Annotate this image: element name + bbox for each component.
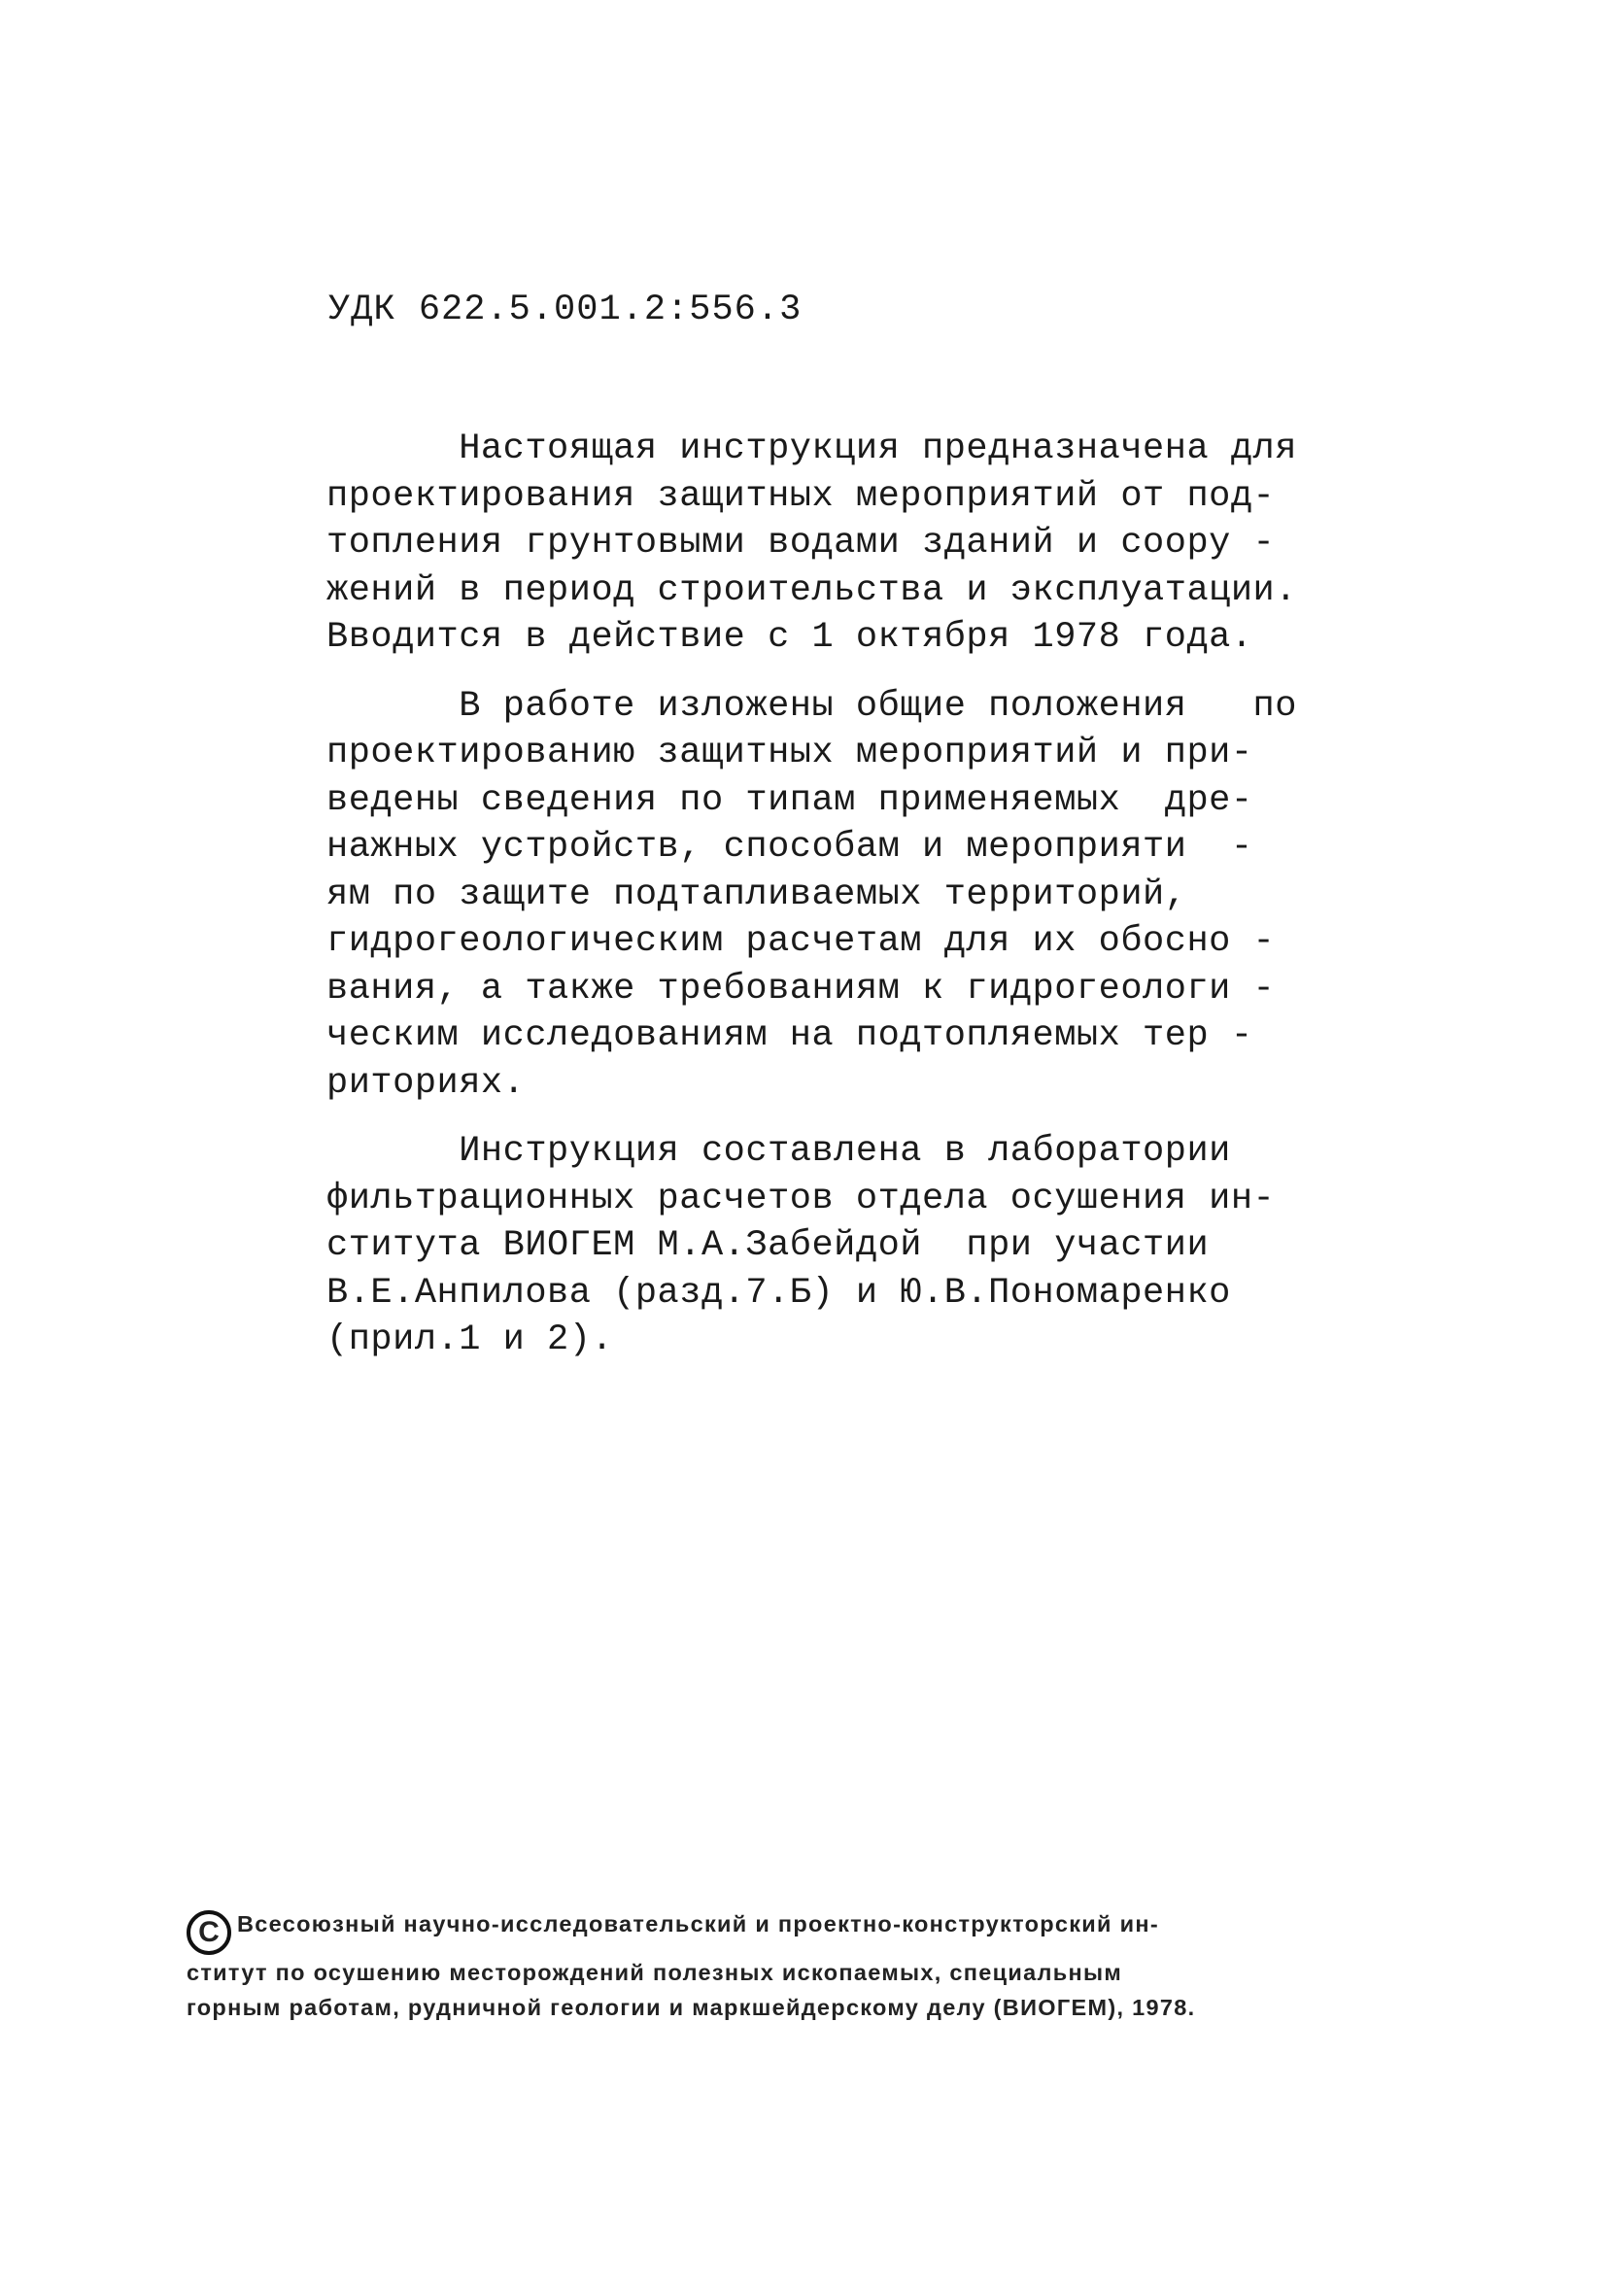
copyright-icon: C bbox=[187, 1910, 231, 1955]
text-line: жений в период строительства и эксплуатации. bbox=[326, 569, 1297, 611]
copyright-text: Всесоюзный научно-исследовательский и проектно-конструкторский ин- bbox=[237, 1911, 1159, 1936]
text-line: вания, а также требованиям к гидрогеологи - bbox=[326, 968, 1276, 1010]
text-line: В.Е.Анпилова (разд.7.Б) и Ю.В.Пономаренко bbox=[326, 1272, 1231, 1314]
copyright-notice bbox=[187, 1906, 1440, 2025]
copyright-line bbox=[187, 1906, 1440, 1955]
udk-code: УДК 622.5.001.2:556.3 bbox=[328, 290, 803, 330]
main-text bbox=[326, 426, 1337, 1386]
text-line: (прил.1 и 2). bbox=[326, 1319, 614, 1360]
text-line: фильтрационных расчетов отдела осушения ин- bbox=[326, 1178, 1276, 1219]
text-line: риториях. bbox=[326, 1062, 526, 1104]
copyright-line: ститут по осушению месторождений полезных ископаемых, специальным bbox=[187, 1960, 1123, 1985]
text-line: ститута ВИОГЕМ М.А.Забейдой при участии bbox=[326, 1225, 1210, 1266]
text-line: Вводится в действие с 1 октября 1978 года. bbox=[326, 617, 1253, 658]
text-line: проектирования защитных мероприятий от под- bbox=[326, 475, 1276, 517]
text-line: гидрогеологическим расчетам для их обосно - bbox=[326, 921, 1276, 962]
text-line: Настоящая инструкция предназначена для bbox=[326, 428, 1297, 469]
paragraph-authors bbox=[326, 1128, 1337, 1364]
text-line: проектированию защитных мероприятий и при- bbox=[326, 733, 1253, 773]
text-line: ческим исследованиям на подтопляемых тер - bbox=[326, 1015, 1253, 1056]
paragraph-purpose bbox=[326, 426, 1337, 662]
text-line: ям по защите подтапливаемых территорий, bbox=[326, 874, 1187, 915]
text-line: нажных устройств, способам и мероприяти - bbox=[326, 827, 1253, 868]
text-line: Инструкция составлена в лаборатории bbox=[326, 1131, 1231, 1172]
copyright-line: горным работам, рудничной геологии и маркшейдерскому делу (ВИОГЕМ), 1978. bbox=[187, 1995, 1196, 2020]
text-line: ведены сведения по типам применяемых дре- bbox=[326, 779, 1253, 821]
text-line: топления грунтовыми водами зданий и соору - bbox=[326, 523, 1276, 564]
paragraph-contents bbox=[326, 683, 1337, 1108]
text-line: В работе изложены общие положения по bbox=[326, 685, 1297, 727]
